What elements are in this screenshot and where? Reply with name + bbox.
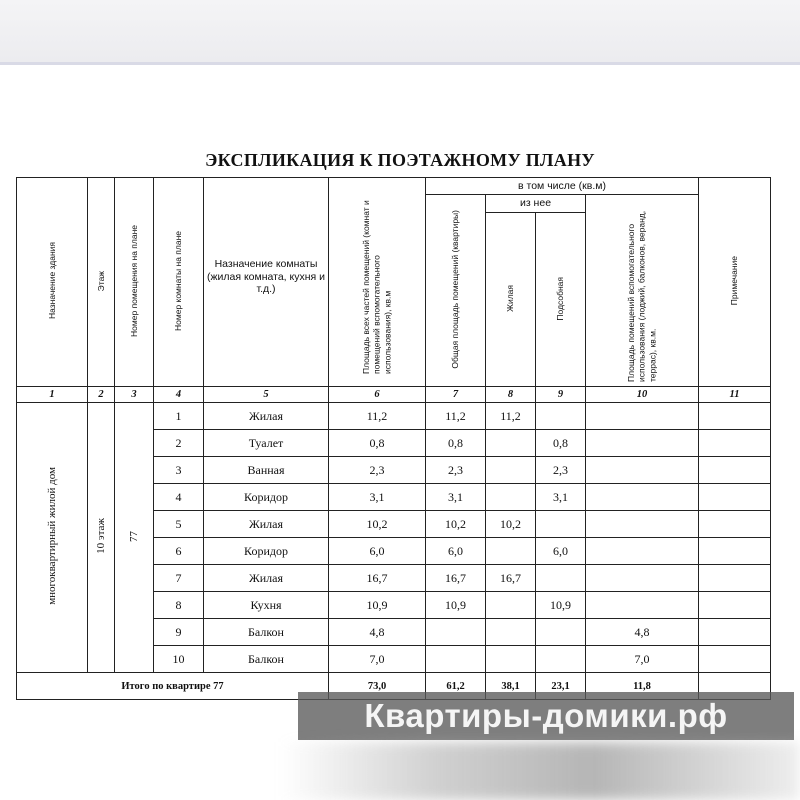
room-living xyxy=(486,592,536,619)
header-col9: Подсобная xyxy=(536,212,586,386)
room-balcony: 7,0 xyxy=(586,646,699,673)
room-note xyxy=(699,484,771,511)
page-title: ЭКСПЛИКАЦИЯ К ПОЭТАЖНОМУ ПЛАНУ xyxy=(205,150,595,170)
header-col7: Общая площадь помещений (квартиры) xyxy=(426,195,486,387)
room-living: 10,2 xyxy=(486,511,536,538)
room-balcony xyxy=(586,457,699,484)
blurred-shadow xyxy=(280,742,800,800)
room-aux xyxy=(536,403,586,430)
column-number: 9 xyxy=(536,387,586,403)
room-purpose: Коридор xyxy=(204,538,329,565)
column-number: 6 xyxy=(329,387,426,403)
room-area: 2,3 xyxy=(329,457,426,484)
room-balcony xyxy=(586,592,699,619)
column-number: 7 xyxy=(426,387,486,403)
room-purpose: Туалет xyxy=(204,430,329,457)
room-balcony xyxy=(586,484,699,511)
room-living xyxy=(486,430,536,457)
room-aux: 10,9 xyxy=(536,592,586,619)
apartment-cell: 77 xyxy=(115,403,154,673)
room-living xyxy=(486,457,536,484)
room-purpose: Балкон xyxy=(204,646,329,673)
room-number: 5 xyxy=(154,511,204,538)
room-number: 7 xyxy=(154,565,204,592)
room-note xyxy=(699,538,771,565)
header-group: в том числе (кв.м) xyxy=(426,178,699,195)
room-living xyxy=(486,484,536,511)
column-number: 4 xyxy=(154,387,204,403)
room-purpose: Кухня xyxy=(204,592,329,619)
totals-label: Итого по квартире 77 xyxy=(17,673,329,700)
totals-aux: 23,1 xyxy=(536,673,586,700)
totals-living: 38,1 xyxy=(486,673,536,700)
room-note xyxy=(699,430,771,457)
room-note xyxy=(699,619,771,646)
watermark-text: Квартиры-домики.рф xyxy=(364,697,728,734)
header-col6: Площадь всех частей помещений (комнат и помещений вспомогательного использования), кв.м xyxy=(329,178,426,387)
room-purpose: Балкон xyxy=(204,619,329,646)
header-col1: Назначение здания xyxy=(17,178,88,387)
room-total: 11,2 xyxy=(426,403,486,430)
room-purpose: Жилая xyxy=(204,511,329,538)
column-number: 3 xyxy=(115,387,154,403)
room-living xyxy=(486,538,536,565)
room-number: 2 xyxy=(154,430,204,457)
room-aux: 2,3 xyxy=(536,457,586,484)
room-note xyxy=(699,511,771,538)
room-living xyxy=(486,646,536,673)
table-row xyxy=(17,403,771,430)
header-col5: Назначение комнаты (жилая комната, кухня и т.д.) xyxy=(204,178,329,387)
room-aux: 3,1 xyxy=(536,484,586,511)
room-balcony: 4,8 xyxy=(586,619,699,646)
header-col4: Номер комнаты на плане xyxy=(154,178,204,387)
room-purpose: Жилая xyxy=(204,403,329,430)
room-balcony xyxy=(586,538,699,565)
totals-balcony: 11,8 xyxy=(586,673,699,700)
header-col3: Номер помещения на плане xyxy=(115,178,154,387)
room-balcony xyxy=(586,565,699,592)
explication-table xyxy=(16,177,771,700)
room-note xyxy=(699,403,771,430)
column-number: 11 xyxy=(699,387,771,403)
room-note xyxy=(699,592,771,619)
room-total: 6,0 xyxy=(426,538,486,565)
header-col2: Этаж xyxy=(88,178,115,387)
room-number: 3 xyxy=(154,457,204,484)
room-total: 16,7 xyxy=(426,565,486,592)
room-area: 16,7 xyxy=(329,565,426,592)
header-subgroup: из нее xyxy=(486,195,586,213)
watermark-banner xyxy=(298,692,794,740)
room-number: 1 xyxy=(154,403,204,430)
room-purpose: Ванная xyxy=(204,457,329,484)
room-number: 4 xyxy=(154,484,204,511)
room-area: 7,0 xyxy=(329,646,426,673)
room-living xyxy=(486,619,536,646)
room-aux: 6,0 xyxy=(536,538,586,565)
room-note xyxy=(699,457,771,484)
room-number: 10 xyxy=(154,646,204,673)
room-number: 6 xyxy=(154,538,204,565)
room-total: 0,8 xyxy=(426,430,486,457)
room-area: 10,9 xyxy=(329,592,426,619)
room-aux: 0,8 xyxy=(536,430,586,457)
room-area: 6,0 xyxy=(329,538,426,565)
room-balcony xyxy=(586,403,699,430)
room-aux xyxy=(536,619,586,646)
room-balcony xyxy=(586,430,699,457)
top-band xyxy=(0,0,800,65)
room-balcony xyxy=(586,511,699,538)
column-number: 5 xyxy=(204,387,329,403)
totals-total: 61,2 xyxy=(426,673,486,700)
column-number: 2 xyxy=(88,387,115,403)
room-purpose: Коридор xyxy=(204,484,329,511)
room-total xyxy=(426,646,486,673)
room-aux xyxy=(536,646,586,673)
room-number: 8 xyxy=(154,592,204,619)
column-number: 10 xyxy=(586,387,699,403)
room-area: 10,2 xyxy=(329,511,426,538)
room-area: 3,1 xyxy=(329,484,426,511)
room-aux xyxy=(536,565,586,592)
room-total xyxy=(426,619,486,646)
column-number: 8 xyxy=(486,387,536,403)
room-purpose: Жилая xyxy=(204,565,329,592)
room-aux xyxy=(536,511,586,538)
header-col8: Жилая xyxy=(486,212,536,386)
header-col10: Площадь помещений вспомогательного использования (лоджий, балконов, веранд, террас), кв.м. xyxy=(586,195,699,387)
room-living: 16,7 xyxy=(486,565,536,592)
room-area: 0,8 xyxy=(329,430,426,457)
floor-cell: 10 этаж xyxy=(88,403,115,673)
room-area: 4,8 xyxy=(329,619,426,646)
room-total: 10,2 xyxy=(426,511,486,538)
room-total: 10,9 xyxy=(426,592,486,619)
room-total: 2,3 xyxy=(426,457,486,484)
room-note xyxy=(699,565,771,592)
room-living: 11,2 xyxy=(486,403,536,430)
room-area: 11,2 xyxy=(329,403,426,430)
room-total: 3,1 xyxy=(426,484,486,511)
totals-area: 73,0 xyxy=(329,673,426,700)
column-number-row xyxy=(17,387,771,403)
room-note xyxy=(699,646,771,673)
building-cell: многоквартирный жилой дом xyxy=(17,403,88,673)
room-number: 9 xyxy=(154,619,204,646)
column-number: 1 xyxy=(17,387,88,403)
header-col11: Примечание xyxy=(699,178,771,387)
